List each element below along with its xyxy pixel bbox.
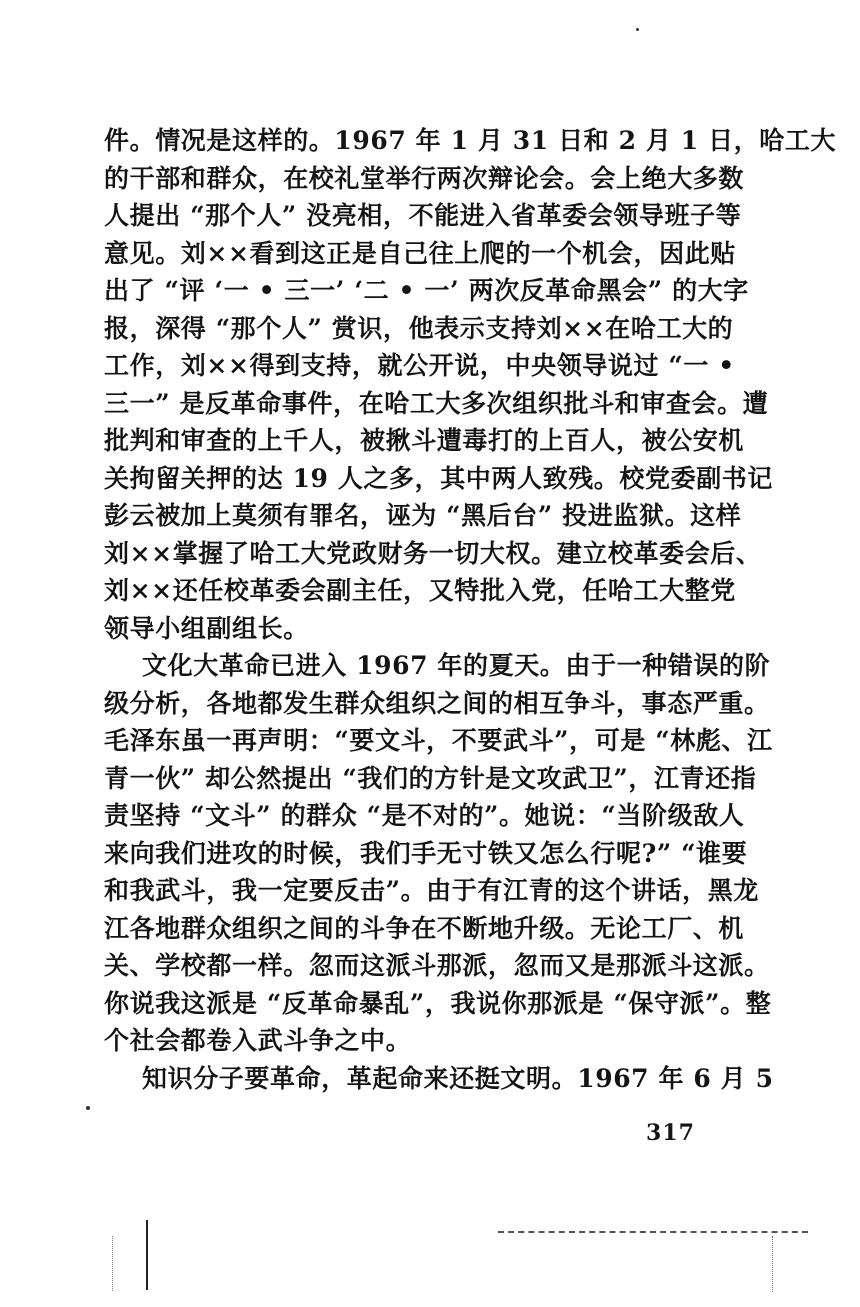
text-line: 刘××还任校革委会副主任，又特批入党，任哈工大整党 bbox=[104, 576, 736, 605]
text-line: 领导小组副组长。 bbox=[104, 613, 309, 643]
text-line: 和我武斗，我一定要反击”。由于有江青的这个讲话，黑龙 bbox=[104, 876, 759, 905]
text-line: 意见。刘××看到这正是自己往上爬的一个机会，因此贴 bbox=[104, 238, 736, 268]
text-line: 青一伙” 却公然提出 “我们的方针是文攻武卫”，江青还指 bbox=[104, 763, 757, 793]
scan-artifact-line bbox=[112, 1236, 114, 1291]
text-line: 刘××掌握了哈工大党政财务一切大权。建立校革委会后、 bbox=[104, 538, 762, 568]
scan-artifact-line bbox=[146, 1220, 148, 1290]
scan-artifact-line bbox=[772, 1236, 774, 1292]
text-line: 来向我们进攻的时候，我们手无寸铁又怎么行呢?” “谁要 bbox=[104, 838, 748, 868]
scan-speck bbox=[86, 1106, 90, 1110]
text-line: 毛泽东虽一再声明：“要文斗，不要武斗”，可是 “林彪、江 bbox=[104, 726, 773, 755]
text-line: 知识分子要革命，革起命来还挺文明。1967 年 6 月 5 bbox=[142, 1063, 774, 1093]
text-line: 批判和审查的上千人，被揪斗遭毒打的上百人，被公安机 bbox=[104, 426, 745, 455]
text-line: 级分析，各地都发生群众组织之间的相互争斗，事态严重。 bbox=[104, 688, 770, 718]
text-line: 件。情况是这样的。1967 年 1 月 31 日和 2 月 1 日，哈工大 bbox=[104, 126, 837, 155]
body-text bbox=[104, 122, 837, 1097]
text-line: 个社会都卷入武斗争之中。 bbox=[104, 1026, 412, 1055]
text-line: 你说我这派是 “反革命暴乱”，我说你那派是 “保守派”。整 bbox=[104, 988, 772, 1018]
text-line: 工作，刘××得到支持，就公开说，中央领导说过 “一 • bbox=[104, 351, 735, 380]
scan-speck bbox=[636, 28, 639, 31]
text-line: 责坚持 “文斗” 的群众 “是不对的”。她说：“当阶级敌人 bbox=[104, 801, 745, 830]
text-line: 的干部和群众，在校礼堂举行两次辩论会。会上绝大多数 bbox=[104, 163, 745, 193]
text-line: 三一” 是反革命事件，在哈工大多次组织批斗和审查会。遭 bbox=[104, 388, 769, 418]
text-line: 文化大革命已进入 1967 年的夏天。由于一种错误的阶 bbox=[142, 651, 771, 680]
text-line: 关拘留关押的达 19 人之多，其中两人致残。校党委副书记 bbox=[104, 463, 773, 493]
page-number: 317 bbox=[646, 1120, 695, 1146]
text-line: 关、学校都一样。忽而这派斗那派，忽而又是那派斗这派。 bbox=[104, 951, 770, 980]
text-line: 报，深得 “那个人” 赏识，他表示支持刘××在哈工大的 bbox=[104, 313, 734, 343]
text-line: 人提出 “那个人” 没亮相，不能进入省革委会领导班子等 bbox=[104, 201, 742, 230]
text-line: 彭云被加上莫须有罪名，诬为 “黑后台” 投进监狱。这样 bbox=[104, 501, 742, 530]
text-line: 江各地群众组织之间的斗争在不断地升级。无论工厂、机 bbox=[104, 913, 745, 943]
text-line: 出了 “评 ‘一 • 三一’ ‘二 • 一’ 两次反革命黑会” 的大字 bbox=[104, 276, 749, 305]
scan-artifact-line bbox=[498, 1231, 808, 1233]
